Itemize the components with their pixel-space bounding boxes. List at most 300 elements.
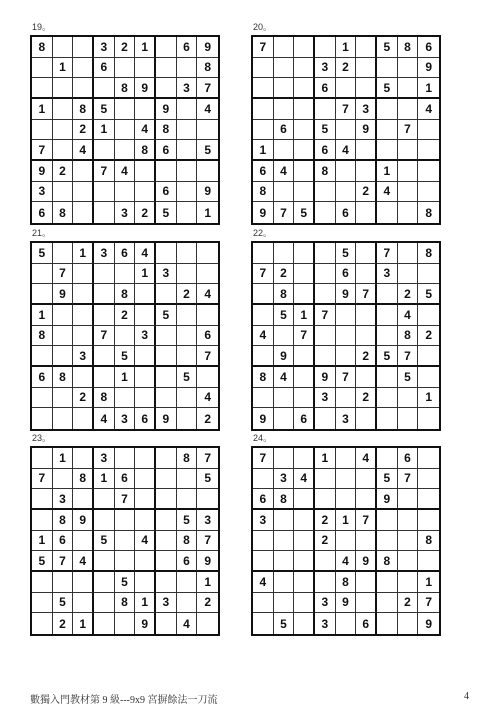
sudoku-cell[interactable]: 1 — [53, 58, 74, 79]
sudoku-cell[interactable]: 8 — [177, 531, 198, 552]
sudoku-cell[interactable]: 4 — [135, 531, 156, 552]
sudoku-cell[interactable] — [274, 572, 295, 593]
sudoku-cell[interactable] — [418, 448, 439, 469]
sudoku-cell[interactable] — [315, 489, 336, 510]
sudoku-cell[interactable]: 8 — [135, 140, 156, 161]
sudoku-cell[interactable] — [336, 613, 357, 634]
sudoku-cell[interactable]: 1 — [204, 205, 211, 220]
sudoku-cell[interactable] — [177, 161, 198, 182]
sudoku-cell[interactable]: 9 — [274, 346, 295, 367]
sudoku-cell[interactable] — [156, 346, 177, 367]
sudoku-cell[interactable]: 4 — [197, 388, 218, 409]
sudoku-cell[interactable] — [274, 448, 295, 469]
sudoku-cell[interactable]: 6 — [156, 140, 177, 161]
sudoku-cell[interactable] — [253, 120, 274, 141]
sudoku-cell[interactable]: 3 — [274, 469, 295, 490]
sudoku-cell[interactable] — [274, 408, 295, 429]
sudoku-cell[interactable]: 8 — [336, 572, 357, 593]
sudoku-cell[interactable] — [32, 448, 53, 469]
sudoku-cell[interactable]: 2 — [115, 305, 136, 326]
sudoku-cell[interactable] — [377, 140, 398, 161]
sudoku-cell[interactable] — [177, 469, 198, 490]
sudoku-cell[interactable] — [274, 531, 295, 552]
sudoku-cell[interactable] — [53, 388, 74, 409]
sudoku-cell[interactable]: 6 — [115, 243, 136, 264]
sudoku-cell[interactable] — [115, 448, 136, 469]
sudoku-cell[interactable]: 7 — [398, 346, 419, 367]
sudoku-cell[interactable]: 7 — [274, 202, 295, 223]
sudoku-cell[interactable]: 7 — [398, 120, 419, 141]
sudoku-cell[interactable] — [356, 161, 377, 182]
sudoku-cell[interactable] — [53, 182, 74, 203]
sudoku-cell[interactable] — [135, 367, 156, 388]
sudoku-cell[interactable] — [377, 99, 398, 120]
sudoku-cell[interactable]: 5 — [115, 572, 136, 593]
sudoku-cell[interactable] — [398, 58, 419, 79]
sudoku-cell[interactable] — [274, 140, 295, 161]
sudoku-cell[interactable]: 1 — [73, 243, 94, 264]
sudoku-cell[interactable]: 3 — [135, 326, 156, 347]
sudoku-cell[interactable] — [94, 510, 115, 531]
sudoku-cell[interactable] — [398, 613, 419, 634]
sudoku-cell[interactable] — [94, 551, 115, 572]
sudoku-cell[interactable] — [294, 182, 315, 203]
sudoku-cell[interactable] — [356, 531, 377, 552]
sudoku-cell[interactable]: 9 — [135, 613, 156, 634]
sudoku-cell[interactable] — [253, 388, 274, 409]
sudoku-cell[interactable]: 8 — [425, 205, 432, 220]
sudoku-cell[interactable] — [418, 551, 439, 572]
sudoku-cell[interactable]: 3 — [336, 408, 357, 429]
sudoku-cell[interactable] — [156, 489, 177, 510]
sudoku-cell[interactable] — [53, 326, 74, 347]
sudoku-cell[interactable] — [336, 305, 357, 326]
sudoku-cell[interactable] — [32, 120, 53, 141]
sudoku-cell[interactable]: 5 — [336, 243, 357, 264]
sudoku-cell[interactable] — [135, 58, 156, 79]
sudoku-cell[interactable]: 7 — [253, 37, 274, 58]
sudoku-cell[interactable]: 3 — [197, 510, 218, 531]
sudoku-cell[interactable] — [356, 264, 377, 285]
sudoku-cell[interactable]: 5 — [177, 510, 198, 531]
sudoku-cell[interactable] — [253, 469, 274, 490]
sudoku-cell[interactable]: 3 — [73, 346, 94, 367]
sudoku-cell[interactable] — [398, 99, 419, 120]
sudoku-cell[interactable] — [398, 489, 419, 510]
sudoku-cell[interactable] — [294, 58, 315, 79]
sudoku-cell[interactable]: 7 — [32, 469, 53, 490]
sudoku-cell[interactable] — [294, 613, 315, 634]
sudoku-cell[interactable] — [94, 182, 115, 203]
sudoku-cell[interactable]: 8 — [53, 510, 74, 531]
sudoku-cell[interactable]: 9 — [156, 408, 177, 429]
sudoku-cell[interactable] — [156, 613, 177, 634]
sudoku-cell[interactable] — [398, 408, 419, 429]
sudoku-cell[interactable]: 6 — [253, 489, 274, 510]
sudoku-cell[interactable] — [53, 346, 74, 367]
sudoku-cell[interactable] — [156, 161, 177, 182]
sudoku-cell[interactable] — [135, 469, 156, 490]
sudoku-cell[interactable]: 4 — [135, 243, 156, 264]
sudoku-cell[interactable] — [115, 140, 136, 161]
sudoku-cell[interactable] — [73, 593, 94, 614]
sudoku-cell[interactable] — [177, 326, 198, 347]
sudoku-cell[interactable] — [73, 58, 94, 79]
sudoku-cell[interactable] — [197, 161, 218, 182]
sudoku-cell[interactable]: 5 — [156, 202, 177, 223]
sudoku-cell[interactable]: 7 — [336, 367, 357, 388]
sudoku-cell[interactable]: 8 — [156, 120, 177, 141]
sudoku-cell[interactable] — [32, 489, 53, 510]
sudoku-cell[interactable] — [398, 202, 419, 223]
sudoku-cell[interactable] — [177, 346, 198, 367]
sudoku-cell[interactable] — [336, 346, 357, 367]
sudoku-cell[interactable] — [398, 140, 419, 161]
sudoku-cell[interactable]: 7 — [253, 448, 274, 469]
sudoku-cell[interactable] — [274, 58, 295, 79]
sudoku-cell[interactable] — [418, 469, 439, 490]
sudoku-cell[interactable]: 6 — [315, 78, 336, 99]
sudoku-cell[interactable]: 7 — [356, 510, 377, 531]
sudoku-cell[interactable]: 2 — [177, 284, 198, 305]
sudoku-cell[interactable] — [73, 489, 94, 510]
sudoku-cell[interactable] — [32, 593, 53, 614]
sudoku-cell[interactable] — [377, 305, 398, 326]
sudoku-cell[interactable] — [398, 243, 419, 264]
sudoku-cell[interactable]: 8 — [73, 469, 94, 490]
sudoku-cell[interactable]: 9 — [197, 551, 218, 572]
sudoku-cell[interactable] — [377, 510, 398, 531]
sudoku-cell[interactable] — [94, 202, 115, 223]
sudoku-cell[interactable]: 2 — [53, 161, 74, 182]
sudoku-cell[interactable] — [73, 531, 94, 552]
sudoku-cell[interactable]: 1 — [135, 37, 156, 58]
sudoku-cell[interactable]: 8 — [115, 78, 136, 99]
sudoku-cell[interactable]: 4 — [135, 120, 156, 141]
sudoku-cell[interactable] — [315, 408, 336, 429]
sudoku-cell[interactable] — [94, 489, 115, 510]
sudoku-cell[interactable] — [315, 264, 336, 285]
sudoku-cell[interactable] — [135, 305, 156, 326]
sudoku-cell[interactable]: 3 — [94, 243, 115, 264]
sudoku-cell[interactable] — [253, 346, 274, 367]
sudoku-cell[interactable] — [356, 469, 377, 490]
sudoku-cell[interactable] — [135, 182, 156, 203]
sudoku-cell[interactable]: 1 — [32, 99, 53, 120]
sudoku-cell[interactable]: 1 — [32, 305, 53, 326]
sudoku-cell[interactable]: 5 — [418, 284, 439, 305]
sudoku-cell[interactable] — [356, 489, 377, 510]
sudoku-cell[interactable]: 8 — [73, 99, 94, 120]
sudoku-cell[interactable]: 7 — [377, 243, 398, 264]
sudoku-cell[interactable]: 6 — [156, 182, 177, 203]
sudoku-cell[interactable]: 5 — [274, 613, 295, 634]
sudoku-cell[interactable]: 4 — [177, 613, 198, 634]
sudoku-cell[interactable]: 6 — [398, 448, 419, 469]
sudoku-cell[interactable] — [294, 120, 315, 141]
sudoku-cell[interactable]: 8 — [253, 182, 274, 203]
sudoku-cell[interactable] — [73, 202, 94, 223]
sudoku-cell[interactable] — [418, 120, 439, 141]
sudoku-cell[interactable]: 7 — [336, 99, 357, 120]
sudoku-cell[interactable] — [53, 305, 74, 326]
sudoku-cell[interactable]: 9 — [425, 616, 432, 631]
sudoku-cell[interactable]: 7 — [32, 140, 53, 161]
sudoku-cell[interactable] — [53, 120, 74, 141]
sudoku-cell[interactable]: 9 — [253, 408, 274, 429]
sudoku-cell[interactable] — [135, 99, 156, 120]
sudoku-cell[interactable] — [294, 99, 315, 120]
sudoku-cell[interactable] — [294, 367, 315, 388]
sudoku-cell[interactable] — [73, 305, 94, 326]
sudoku-cell[interactable]: 9 — [377, 489, 398, 510]
sudoku-cell[interactable]: 8 — [115, 593, 136, 614]
sudoku-cell[interactable]: 1 — [94, 469, 115, 490]
sudoku-cell[interactable]: 4 — [274, 367, 295, 388]
sudoku-cell[interactable]: 3 — [115, 202, 136, 223]
sudoku-cell[interactable] — [156, 551, 177, 572]
sudoku-cell[interactable] — [315, 202, 336, 223]
sudoku-cell[interactable] — [135, 572, 156, 593]
sudoku-cell[interactable] — [398, 264, 419, 285]
sudoku-cell[interactable] — [377, 284, 398, 305]
sudoku-cell[interactable]: 6 — [135, 408, 156, 429]
sudoku-cell[interactable]: 7 — [418, 593, 439, 614]
sudoku-cell[interactable]: 2 — [73, 120, 94, 141]
sudoku-cell[interactable]: 6 — [336, 264, 357, 285]
sudoku-cell[interactable] — [73, 326, 94, 347]
sudoku-cell[interactable] — [135, 489, 156, 510]
sudoku-cell[interactable] — [115, 182, 136, 203]
sudoku-cell[interactable]: 1 — [135, 264, 156, 285]
sudoku-cell[interactable] — [53, 469, 74, 490]
sudoku-cell[interactable] — [294, 284, 315, 305]
sudoku-cell[interactable] — [115, 388, 136, 409]
sudoku-cell[interactable] — [274, 37, 295, 58]
sudoku-cell[interactable]: 7 — [53, 551, 74, 572]
sudoku-cell[interactable] — [156, 58, 177, 79]
sudoku-cell[interactable]: 5 — [94, 99, 115, 120]
sudoku-cell[interactable] — [398, 510, 419, 531]
sudoku-cell[interactable] — [94, 613, 115, 634]
sudoku-cell[interactable] — [356, 408, 377, 429]
sudoku-cell[interactable] — [398, 388, 419, 409]
sudoku-cell[interactable] — [377, 448, 398, 469]
sudoku-cell[interactable] — [197, 120, 218, 141]
sudoku-cell[interactable]: 4 — [336, 551, 357, 572]
sudoku-cell[interactable] — [315, 182, 336, 203]
sudoku-cell[interactable] — [197, 305, 218, 326]
sudoku-cell[interactable]: 6 — [418, 37, 439, 58]
sudoku-cell[interactable] — [377, 613, 398, 634]
sudoku-cell[interactable]: 6 — [115, 469, 136, 490]
sudoku-cell[interactable]: 2 — [315, 510, 336, 531]
sudoku-cell[interactable]: 5 — [115, 346, 136, 367]
sudoku-cell[interactable] — [115, 531, 136, 552]
sudoku-cell[interactable]: 5 — [274, 305, 295, 326]
sudoku-cell[interactable] — [177, 120, 198, 141]
sudoku-cell[interactable]: 6 — [336, 202, 357, 223]
sudoku-cell[interactable] — [377, 572, 398, 593]
sudoku-cell[interactable]: 5 — [32, 243, 53, 264]
sudoku-cell[interactable] — [177, 489, 198, 510]
sudoku-cell[interactable]: 1 — [115, 367, 136, 388]
sudoku-cell[interactable]: 2 — [336, 58, 357, 79]
sudoku-cell[interactable] — [156, 469, 177, 490]
sudoku-cell[interactable]: 7 — [94, 326, 115, 347]
sudoku-cell[interactable]: 2 — [197, 593, 218, 614]
sudoku-cell[interactable]: 2 — [356, 182, 377, 203]
sudoku-cell[interactable]: 3 — [115, 408, 136, 429]
sudoku-cell[interactable]: 9 — [53, 284, 74, 305]
sudoku-cell[interactable]: 4 — [356, 448, 377, 469]
sudoku-cell[interactable]: 2 — [315, 531, 336, 552]
sudoku-cell[interactable] — [32, 613, 53, 634]
sudoku-cell[interactable] — [377, 593, 398, 614]
sudoku-cell[interactable] — [115, 326, 136, 347]
sudoku-cell[interactable]: 6 — [32, 367, 53, 388]
sudoku-cell[interactable]: 4 — [94, 408, 115, 429]
sudoku-cell[interactable]: 4 — [377, 182, 398, 203]
sudoku-cell[interactable] — [94, 264, 115, 285]
sudoku-cell[interactable]: 8 — [253, 367, 274, 388]
sudoku-cell[interactable]: 1 — [53, 448, 74, 469]
sudoku-cell[interactable] — [177, 305, 198, 326]
sudoku-cell[interactable] — [156, 243, 177, 264]
sudoku-cell[interactable] — [336, 78, 357, 99]
sudoku-cell[interactable] — [315, 243, 336, 264]
sudoku-cell[interactable]: 8 — [53, 367, 74, 388]
sudoku-cell[interactable] — [274, 388, 295, 409]
sudoku-cell[interactable]: 2 — [53, 613, 74, 634]
sudoku-cell[interactable] — [177, 264, 198, 285]
sudoku-cell[interactable] — [73, 264, 94, 285]
sudoku-cell[interactable] — [274, 593, 295, 614]
sudoku-cell[interactable]: 1 — [94, 120, 115, 141]
sudoku-cell[interactable] — [377, 531, 398, 552]
sudoku-cell[interactable]: 3 — [177, 78, 198, 99]
sudoku-cell[interactable]: 2 — [204, 411, 211, 426]
sudoku-cell[interactable]: 1 — [315, 448, 336, 469]
sudoku-cell[interactable] — [156, 510, 177, 531]
sudoku-cell[interactable] — [253, 531, 274, 552]
sudoku-cell[interactable]: 5 — [32, 551, 53, 572]
sudoku-cell[interactable]: 5 — [197, 140, 218, 161]
sudoku-cell[interactable] — [94, 140, 115, 161]
sudoku-cell[interactable]: 1 — [73, 613, 94, 634]
sudoku-cell[interactable] — [253, 99, 274, 120]
sudoku-cell[interactable]: 8 — [315, 161, 336, 182]
sudoku-cell[interactable]: 3 — [156, 593, 177, 614]
sudoku-cell[interactable] — [53, 572, 74, 593]
sudoku-cell[interactable]: 8 — [177, 448, 198, 469]
sudoku-cell[interactable] — [315, 469, 336, 490]
sudoku-cell[interactable]: 4 — [115, 161, 136, 182]
sudoku-cell[interactable] — [32, 388, 53, 409]
sudoku-cell[interactable]: 3 — [94, 448, 115, 469]
sudoku-cell[interactable]: 6 — [356, 613, 377, 634]
sudoku-cell[interactable]: 7 — [197, 78, 218, 99]
sudoku-cell[interactable] — [135, 161, 156, 182]
sudoku-cell[interactable] — [32, 264, 53, 285]
sudoku-cell[interactable] — [177, 58, 198, 79]
sudoku-cell[interactable] — [177, 388, 198, 409]
sudoku-cell[interactable]: 1 — [336, 510, 357, 531]
sudoku-cell[interactable] — [73, 367, 94, 388]
sudoku-cell[interactable]: 6 — [94, 58, 115, 79]
sudoku-cell[interactable] — [94, 367, 115, 388]
sudoku-cell[interactable]: 5 — [377, 469, 398, 490]
sudoku-cell[interactable] — [135, 448, 156, 469]
sudoku-cell[interactable] — [115, 510, 136, 531]
sudoku-cell[interactable] — [377, 388, 398, 409]
sudoku-cell[interactable]: 3 — [156, 264, 177, 285]
sudoku-cell[interactable] — [197, 489, 218, 510]
sudoku-cell[interactable] — [294, 572, 315, 593]
sudoku-cell[interactable]: 9 — [156, 99, 177, 120]
sudoku-cell[interactable]: 4 — [274, 161, 295, 182]
sudoku-cell[interactable] — [156, 388, 177, 409]
sudoku-cell[interactable]: 5 — [156, 305, 177, 326]
sudoku-cell[interactable] — [315, 99, 336, 120]
sudoku-cell[interactable] — [336, 531, 357, 552]
sudoku-cell[interactable] — [253, 243, 274, 264]
sudoku-cell[interactable]: 1 — [418, 388, 439, 409]
sudoku-cell[interactable] — [115, 264, 136, 285]
sudoku-cell[interactable] — [294, 489, 315, 510]
sudoku-cell[interactable] — [418, 346, 439, 367]
sudoku-cell[interactable] — [94, 593, 115, 614]
sudoku-cell[interactable] — [294, 243, 315, 264]
sudoku-cell[interactable] — [336, 182, 357, 203]
sudoku-cell[interactable] — [418, 489, 439, 510]
sudoku-cell[interactable] — [315, 37, 336, 58]
sudoku-cell[interactable]: 3 — [315, 58, 336, 79]
sudoku-cell[interactable] — [253, 593, 274, 614]
sudoku-cell[interactable] — [115, 99, 136, 120]
sudoku-cell[interactable]: 9 — [253, 202, 274, 223]
sudoku-cell[interactable] — [356, 326, 377, 347]
sudoku-cell[interactable] — [294, 346, 315, 367]
sudoku-cell[interactable] — [274, 78, 295, 99]
sudoku-cell[interactable]: 5 — [94, 531, 115, 552]
sudoku-cell[interactable]: 7 — [197, 448, 218, 469]
sudoku-cell[interactable] — [53, 140, 74, 161]
sudoku-cell[interactable] — [135, 388, 156, 409]
sudoku-cell[interactable]: 4 — [73, 551, 94, 572]
sudoku-cell[interactable] — [135, 346, 156, 367]
sudoku-cell[interactable]: 8 — [94, 388, 115, 409]
sudoku-cell[interactable]: 2 — [115, 37, 136, 58]
sudoku-cell[interactable] — [336, 388, 357, 409]
sudoku-cell[interactable]: 9 — [73, 510, 94, 531]
sudoku-cell[interactable] — [398, 182, 419, 203]
sudoku-cell[interactable]: 4 — [197, 99, 218, 120]
sudoku-cell[interactable] — [73, 284, 94, 305]
sudoku-cell[interactable]: 9 — [356, 551, 377, 572]
sudoku-cell[interactable] — [73, 408, 94, 429]
sudoku-cell[interactable]: 3 — [377, 264, 398, 285]
sudoku-cell[interactable]: 8 — [418, 531, 439, 552]
sudoku-cell[interactable]: 7 — [53, 264, 74, 285]
sudoku-cell[interactable]: 4 — [253, 572, 274, 593]
sudoku-cell[interactable]: 4 — [73, 140, 94, 161]
sudoku-cell[interactable]: 7 — [398, 469, 419, 490]
sudoku-cell[interactable] — [53, 99, 74, 120]
sudoku-cell[interactable] — [274, 551, 295, 572]
sudoku-cell[interactable] — [377, 326, 398, 347]
sudoku-cell[interactable] — [156, 78, 177, 99]
